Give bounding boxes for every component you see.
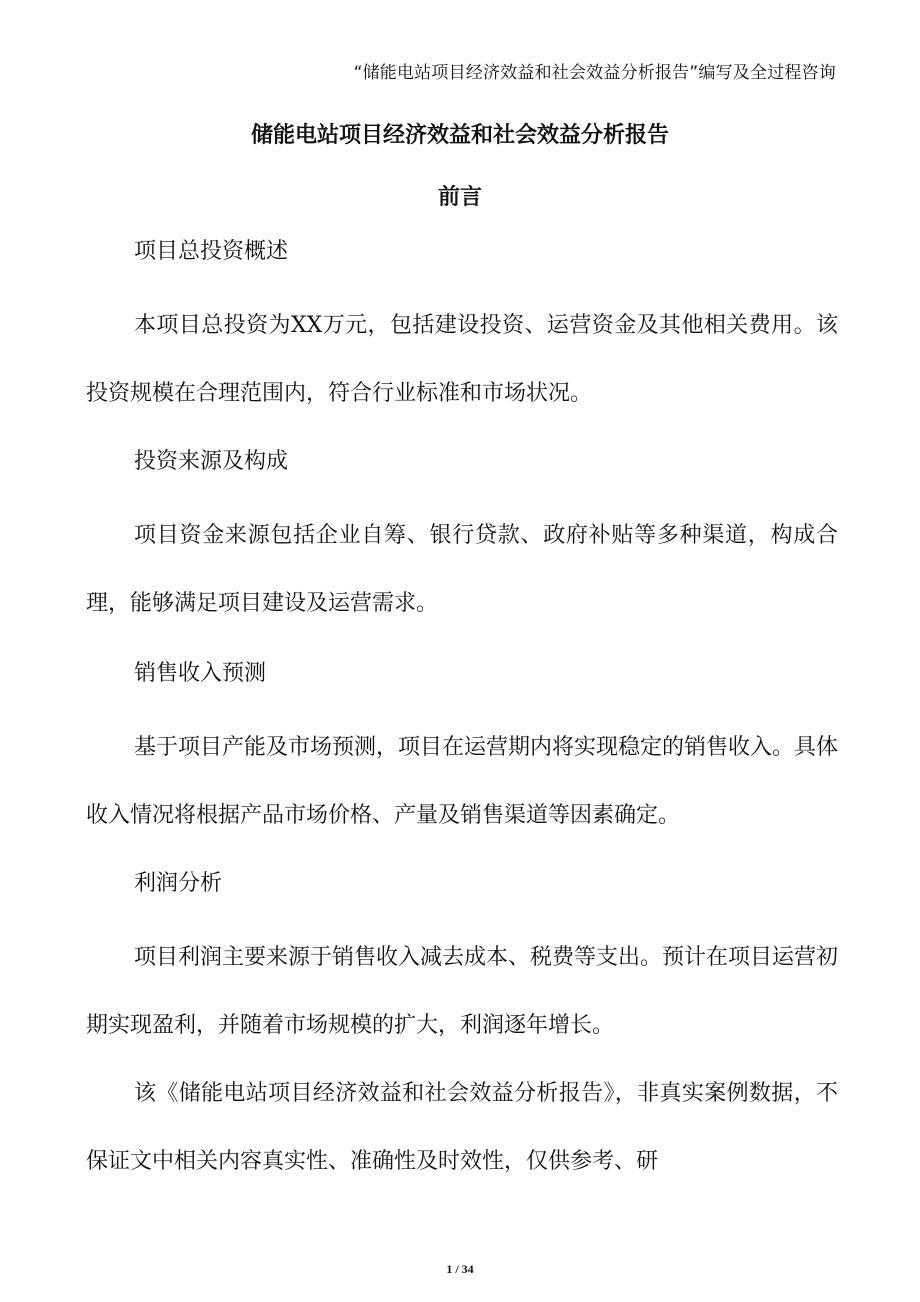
subheading-sales-forecast: 销售收入预测 — [134, 661, 267, 686]
subheading-profit-analysis: 利润分析 — [134, 871, 223, 896]
page-number: 1 / 34 — [446, 1262, 474, 1276]
paragraph-funding-sources: 项目资金来源包括企业自筹、银行贷款、政府补贴等多种渠道，构成合理，能够满足项目建设及运营需求。 — [86, 523, 838, 616]
subheading-investment-overview: 项目总投资概述 — [134, 239, 289, 264]
running-header: “储能电站项目经济效益和社会效益分析报告”编写及全过程咨询 — [353, 63, 836, 83]
paragraph-profit-analysis: 项目利润主要来源于销售收入减去成本、税费等支出。预计在项目运营初期实现盈利，并随着市场规模的扩大，利润逐年增长。 — [86, 945, 839, 1038]
subheading-funding-sources: 投资来源及构成 — [134, 449, 289, 474]
paragraph-investment-overview: 本项目总投资为XX万元，包括建设投资、运营资金及其他相关费用。该投资规模在合理范围内，符合行业标准和市场状况。 — [86, 313, 838, 406]
paragraph-disclaimer: 该《储能电站项目经济效益和社会效益分析报告》，非真实案例数据，不保证文中相关内容真实性、准确性及时效性，仅供参考、研 — [86, 1081, 838, 1174]
section-heading-preface: 前言 — [437, 185, 482, 210]
paragraph-sales-forecast: 基于项目产能及市场预测，项目在运营期内将实现稳定的销售收入。具体收入情况将根据产品市场价格、产量及销售渠道等因素确定。 — [86, 735, 839, 828]
document-title: 储能电站项目经济效益和社会效益分析报告 — [250, 123, 669, 148]
